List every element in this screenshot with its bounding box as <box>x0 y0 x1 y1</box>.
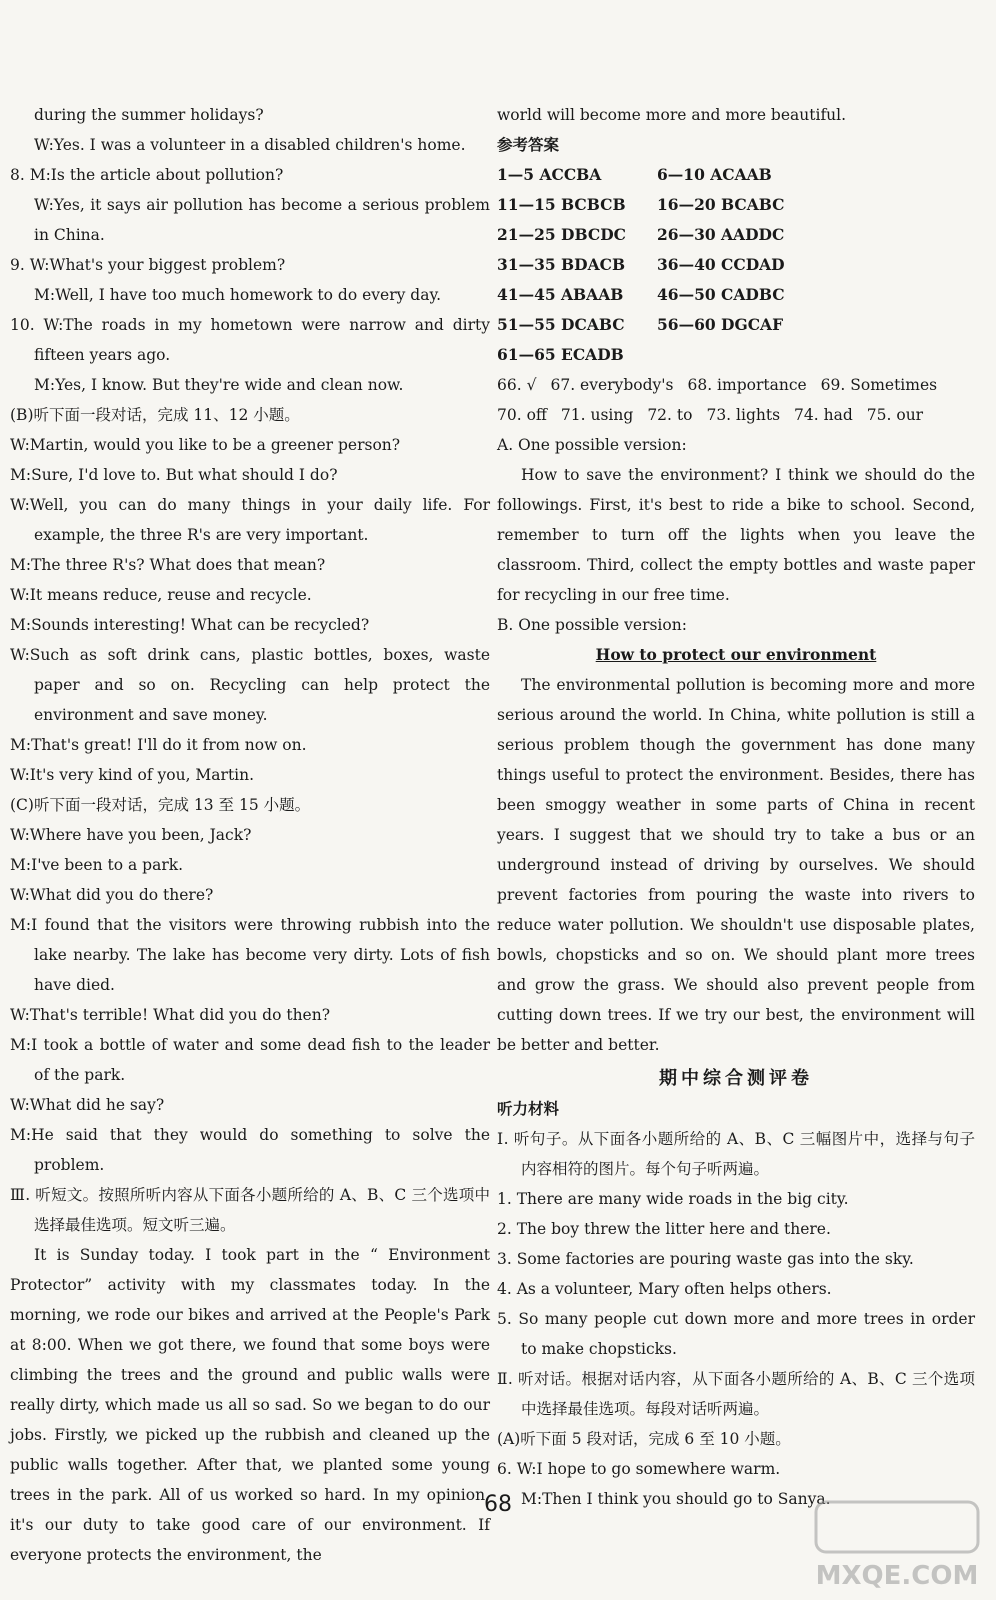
sentence-item: 1. There are many wide roads in the big city. <box>497 1190 849 1208</box>
left-paragraph: W:Well, you can do many things in your daily life. For example, the three R's are very important. <box>10 496 490 544</box>
answer-group: 21—25 DBCDC <box>497 225 626 244</box>
answer-group: 36—40 CCDAD <box>657 255 785 274</box>
left-paragraph: W:What did you do there? <box>10 886 214 904</box>
watermark-logo <box>812 1496 982 1592</box>
left-paragraph: W:Yes. I was a volunteer in a disabled children's home. <box>34 136 466 154</box>
part2-instructions: Ⅱ. 听对话。根据对话内容，从下面各小题所给的 A、B、C 三个选项中选择最佳选项。每段对话听两遍。 <box>497 1370 975 1418</box>
answer-group: 56—60 DGCAF <box>657 315 784 334</box>
answer-item: 70. off <box>497 406 547 424</box>
left-paragraph: M:I found that the visitors were throwing rubbish into the lake nearby. The lake has become very dirty. Lots of fish have died. <box>10 916 490 994</box>
left-paragraph: W:Yes, it says air pollution has become a serious problem in China. <box>34 196 490 244</box>
left-paragraph: W:Martin, would you like to be a greener person? <box>10 436 401 454</box>
answer-item: 74. had <box>794 406 853 424</box>
part1-instructions: Ⅰ. 听句子。从下面各小题所给的 A、B、C 三幅图片中，选择与句子内容相符的图片。每个句子听两遍。 <box>497 1130 975 1178</box>
answer-item: 71. using <box>560 406 634 424</box>
answer-item: 67. everybody's <box>550 376 674 394</box>
page-number: 68 <box>484 1492 512 1517</box>
dialog-6-m: M:Then I think you should go to Sanya. <box>521 1490 831 1508</box>
answer-item: 73. lights <box>706 406 781 424</box>
version-b-label: B. One possible version: <box>497 616 687 634</box>
answer-group: 51—55 DCABC <box>497 315 625 334</box>
left-column <box>10 100 490 1570</box>
right-top-line: world will become more and more beautiful. <box>497 106 847 124</box>
answer-group: 41—45 ABAAB <box>497 285 624 304</box>
midterm-title: 期中综合测评卷 <box>659 1068 813 1089</box>
left-paragraph: 9. W:What's your biggest problem? <box>10 256 286 274</box>
answer-group: 61—65 ECADB <box>497 345 624 364</box>
left-paragraph: It is Sunday today. I took part in the “ Environment Protector” activity with my classmates today. In the morning, we rode our bikes and arrived at the People's Park at 8:00. When we got there, we found that some boys were climbing the trees and the ground and public walls were really dirty, which made us all so sad. So we began to do our jobs. Firstly, we picked up the rubbish and cleaned up the public walls together. After that, we planted some young trees in the park. All of us worked so hard. In my opinion, it's our duty to take good care of our environment. If everyone protects the environment, the <box>10 1246 490 1564</box>
answer-row <box>497 220 975 250</box>
left-paragraph: W:It's very kind of you, Martin. <box>10 766 255 784</box>
answer-group: 1—5 ACCBA <box>497 165 602 184</box>
left-paragraph: (C)听下面一段对话，完成 13 至 15 小题。 <box>10 796 311 814</box>
left-paragraph: M:He said that they would do something to solve the problem. <box>10 1126 490 1174</box>
left-paragraph: M:Well, I have too much homework to do every day. <box>34 286 442 304</box>
answer-group: 11—15 BCBCB <box>497 195 626 214</box>
sentence-list <box>497 1184 975 1364</box>
left-paragraph: M:I've been to a park. <box>10 856 184 874</box>
watermark-text: MXQE.COM <box>815 1561 979 1591</box>
answer-row-66 <box>497 370 975 400</box>
sentence-item: 5. So many people cut down more and more trees in order to make chopsticks. <box>497 1310 975 1358</box>
left-paragraph: W:What did he say? <box>10 1096 165 1114</box>
right-column <box>497 100 975 1514</box>
answer-group: 16—20 BCABC <box>657 195 785 214</box>
answer-row <box>497 160 975 190</box>
version-a-text: How to save the environment? I think we should do the followings. First, it's best to ride a bike to school. Second, remember to turn off the lights when you leave the classroom. Third, collect the empty bottles and waste paper for recycling in our free time. <box>497 466 975 604</box>
answer-group: 46—50 CADBC <box>657 285 785 304</box>
answer-item: 75. our <box>866 406 924 424</box>
left-paragraph: 10. W:The roads in my hometown were narrow and dirty fifteen years ago. <box>10 316 490 364</box>
answer-group: 6—10 ACAAB <box>657 165 772 184</box>
answer-item: 66. √ <box>497 376 537 394</box>
answer-item: 72. to <box>647 406 693 424</box>
answer-group: 31—35 BDACB <box>497 255 626 274</box>
left-paragraph: M:Sounds interesting! What can be recycled? <box>10 616 370 634</box>
left-paragraph: M:That's great! I'll do it from now on. <box>10 736 307 754</box>
part2a-instructions: (A)听下面 5 段对话，完成 6 至 10 小题。 <box>497 1430 791 1448</box>
version-b-text: The environmental pollution is becoming more and more serious around the world. In China, white pollution is still a serious problem though the government has done many things useful to protect the environment. Besides, there has been smoggy weather in some parts of China in recent years. I suggest that we should try to take a bus or an underground instead of driving by ourselves. We should prevent factories from pouring the waste into rivers to reduce water pollution. We shouldn't use disposable plates, bowls, chopsticks and so on. We should plant more trees and grow the grass. We should also prevent people from cutting down trees. If we try our best, the environment will be better and better. <box>497 676 975 1054</box>
left-paragraph: M:Yes, I know. But they're wide and clean now. <box>34 376 404 394</box>
listening-title: 听力材料 <box>497 1099 560 1118</box>
answer-row <box>497 250 975 280</box>
version-b-title: How to protect our environment <box>595 645 877 664</box>
left-paragraph: W:That's terrible! What did you do then? <box>10 1006 331 1024</box>
answer-row <box>497 310 975 340</box>
left-paragraph: M:Sure, I'd love to. But what should I do? <box>10 466 338 484</box>
left-paragraph: Ⅲ. 听短文。按照所听内容从下面各小题所给的 A、B、C 三个选项中选择最佳选项。短文听三遍。 <box>10 1186 490 1234</box>
answer-row-70 <box>497 400 975 430</box>
left-paragraph: (B)听下面一段对话，完成 11、12 小题。 <box>10 406 300 424</box>
dialog-6-w: 6. W:I hope to go somewhere warm. <box>497 1460 781 1478</box>
left-paragraph: M:The three R's? What does that mean? <box>10 556 326 574</box>
sentence-item: 2. The boy threw the litter here and there. <box>497 1220 831 1238</box>
left-paragraph: W:It means reduce, reuse and recycle. <box>10 586 312 604</box>
answer-key <box>497 160 975 370</box>
left-paragraph: 8. M:Is the article about pollution? <box>10 166 284 184</box>
version-a-label: A. One possible version: <box>497 436 687 454</box>
left-paragraph: W:Such as soft drink cans, plastic bottles, boxes, waste paper and so on. Recycling can help protect the environment and save money. <box>10 646 490 724</box>
sentence-item: 4. As a volunteer, Mary often helps others. <box>497 1280 832 1298</box>
left-paragraph: W:Where have you been, Jack? <box>10 826 252 844</box>
answer-group: 26—30 AADDC <box>657 225 785 244</box>
answer-row <box>497 340 975 370</box>
answer-item: 69. Sometimes <box>820 376 938 394</box>
left-paragraph: M:I took a bottle of water and some dead fish to the leader of the park. <box>10 1036 490 1084</box>
answer-row <box>497 190 975 220</box>
answer-row <box>497 280 975 310</box>
sentence-item: 3. Some factories are pouring waste gas into the sky. <box>497 1250 914 1268</box>
left-paragraph: during the summer holidays? <box>34 106 264 124</box>
answers-title: 参考答案 <box>497 135 560 154</box>
answer-item: 68. importance <box>687 376 807 394</box>
